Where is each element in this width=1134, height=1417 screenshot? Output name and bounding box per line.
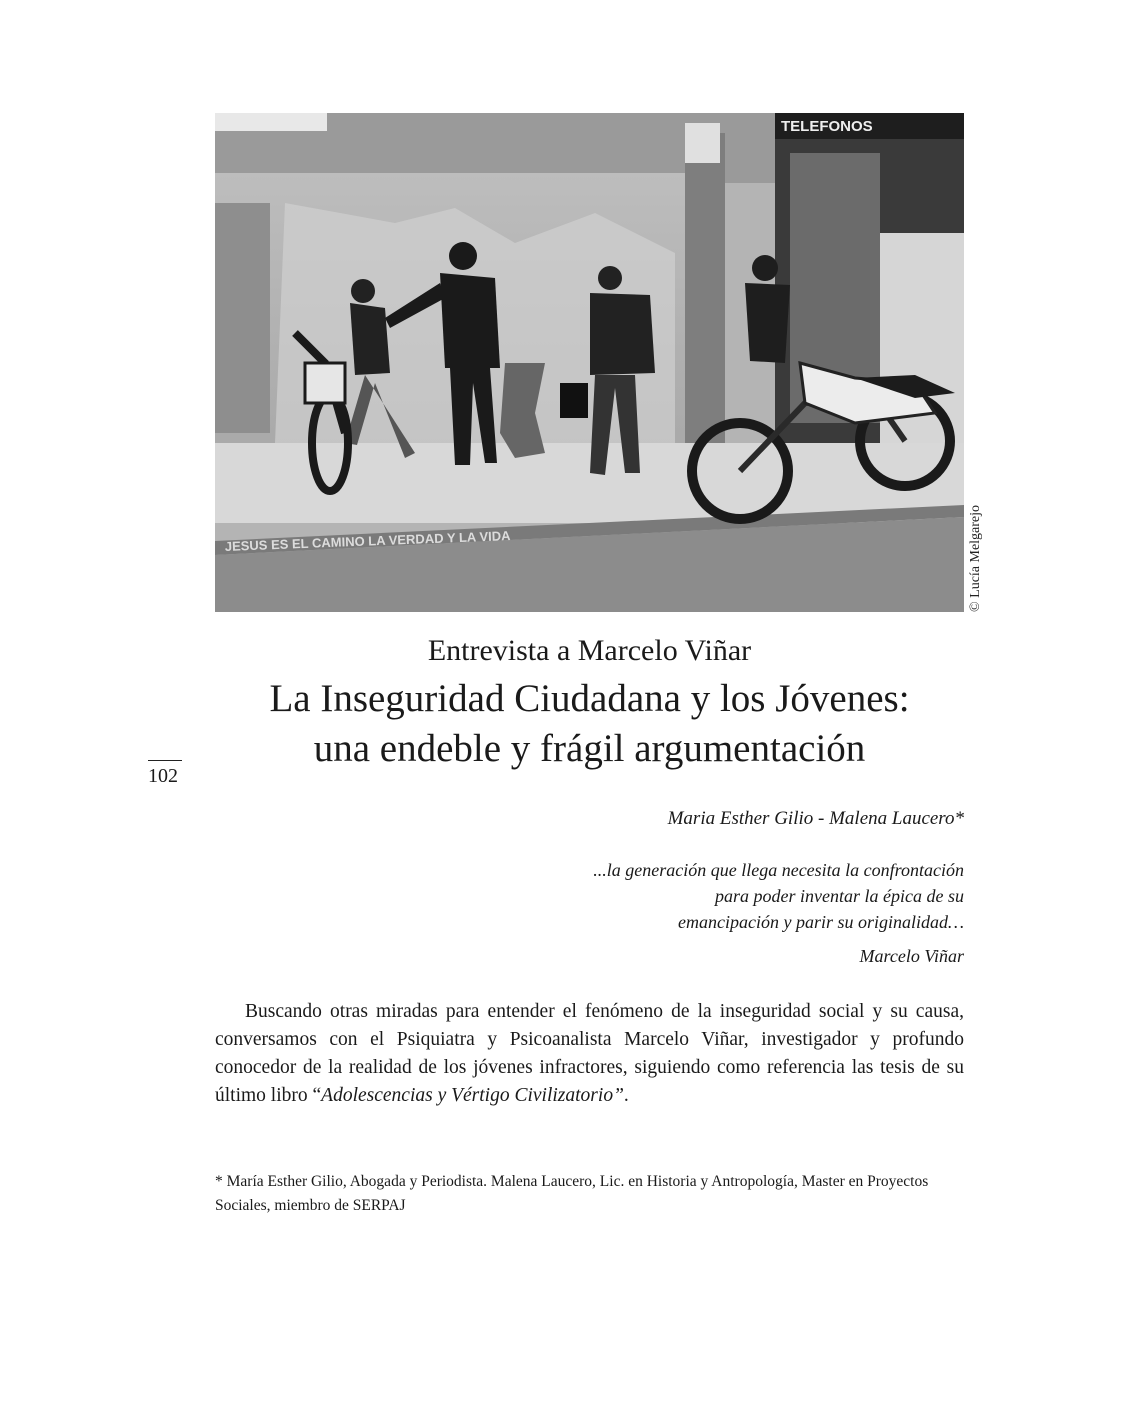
page-number-rule (148, 760, 182, 761)
street-scene-photo (215, 113, 964, 612)
street-scene-illustration (215, 113, 964, 612)
pole-sign (685, 123, 720, 163)
article-kicker: Entrevista a Marcelo Viñar (427, 634, 752, 667)
epigraph-attribution: Marcelo Viñar (859, 946, 964, 966)
pole (685, 133, 725, 463)
shop-sign-text: TELEFONOS (781, 118, 873, 135)
page-number: 102 (148, 765, 178, 787)
intro-text: Buscando otras miradas para entender el fenómeno de la inseguridad social y su causa, conversamos con el Psiquiatra y Psicoanalista Marcelo Viñar, investigador y profundo conocedor de la realidad de los jóvenes infractores, siguiendo como referencia las tesis de su último libro “ (215, 1001, 964, 1106)
title-line-2: una endeble y frágil argumentación (313, 727, 866, 770)
epigraph (593, 857, 964, 969)
article-authors: Maria Esther Gilio - Malena Laucero* (667, 808, 964, 829)
author-footnote: * María Esther Gilio, Abogada y Periodista. Malena Laucero, Lic. en Historia y Antropología, Master en Proyectos Sociales, miembro de SERPAJ (215, 1173, 929, 1214)
curb-painted-text: JESUS ES EL CAMINO LA VERDAD Y LA VIDA (224, 528, 511, 554)
top-sign (215, 113, 327, 131)
article-title (215, 674, 964, 774)
epigraph-line-3: emancipación y parir su originalidad… (678, 912, 964, 932)
left-posters (215, 203, 270, 433)
intro-text-end: . (623, 1085, 629, 1106)
title-line-1: La Inseguridad Ciudadana y los Jóvenes: (269, 677, 910, 720)
photo-credit: © Lucía Melgarejo (968, 504, 983, 612)
epigraph-line-2: para poder inventar la épica de su (715, 886, 964, 906)
epigraph-line-1: ...la generación que llega necesita la confrontación (593, 860, 964, 880)
book-title: Adolescencias y Vértigo Civilizatorio” (321, 1085, 624, 1106)
intro-paragraph (215, 998, 964, 1110)
